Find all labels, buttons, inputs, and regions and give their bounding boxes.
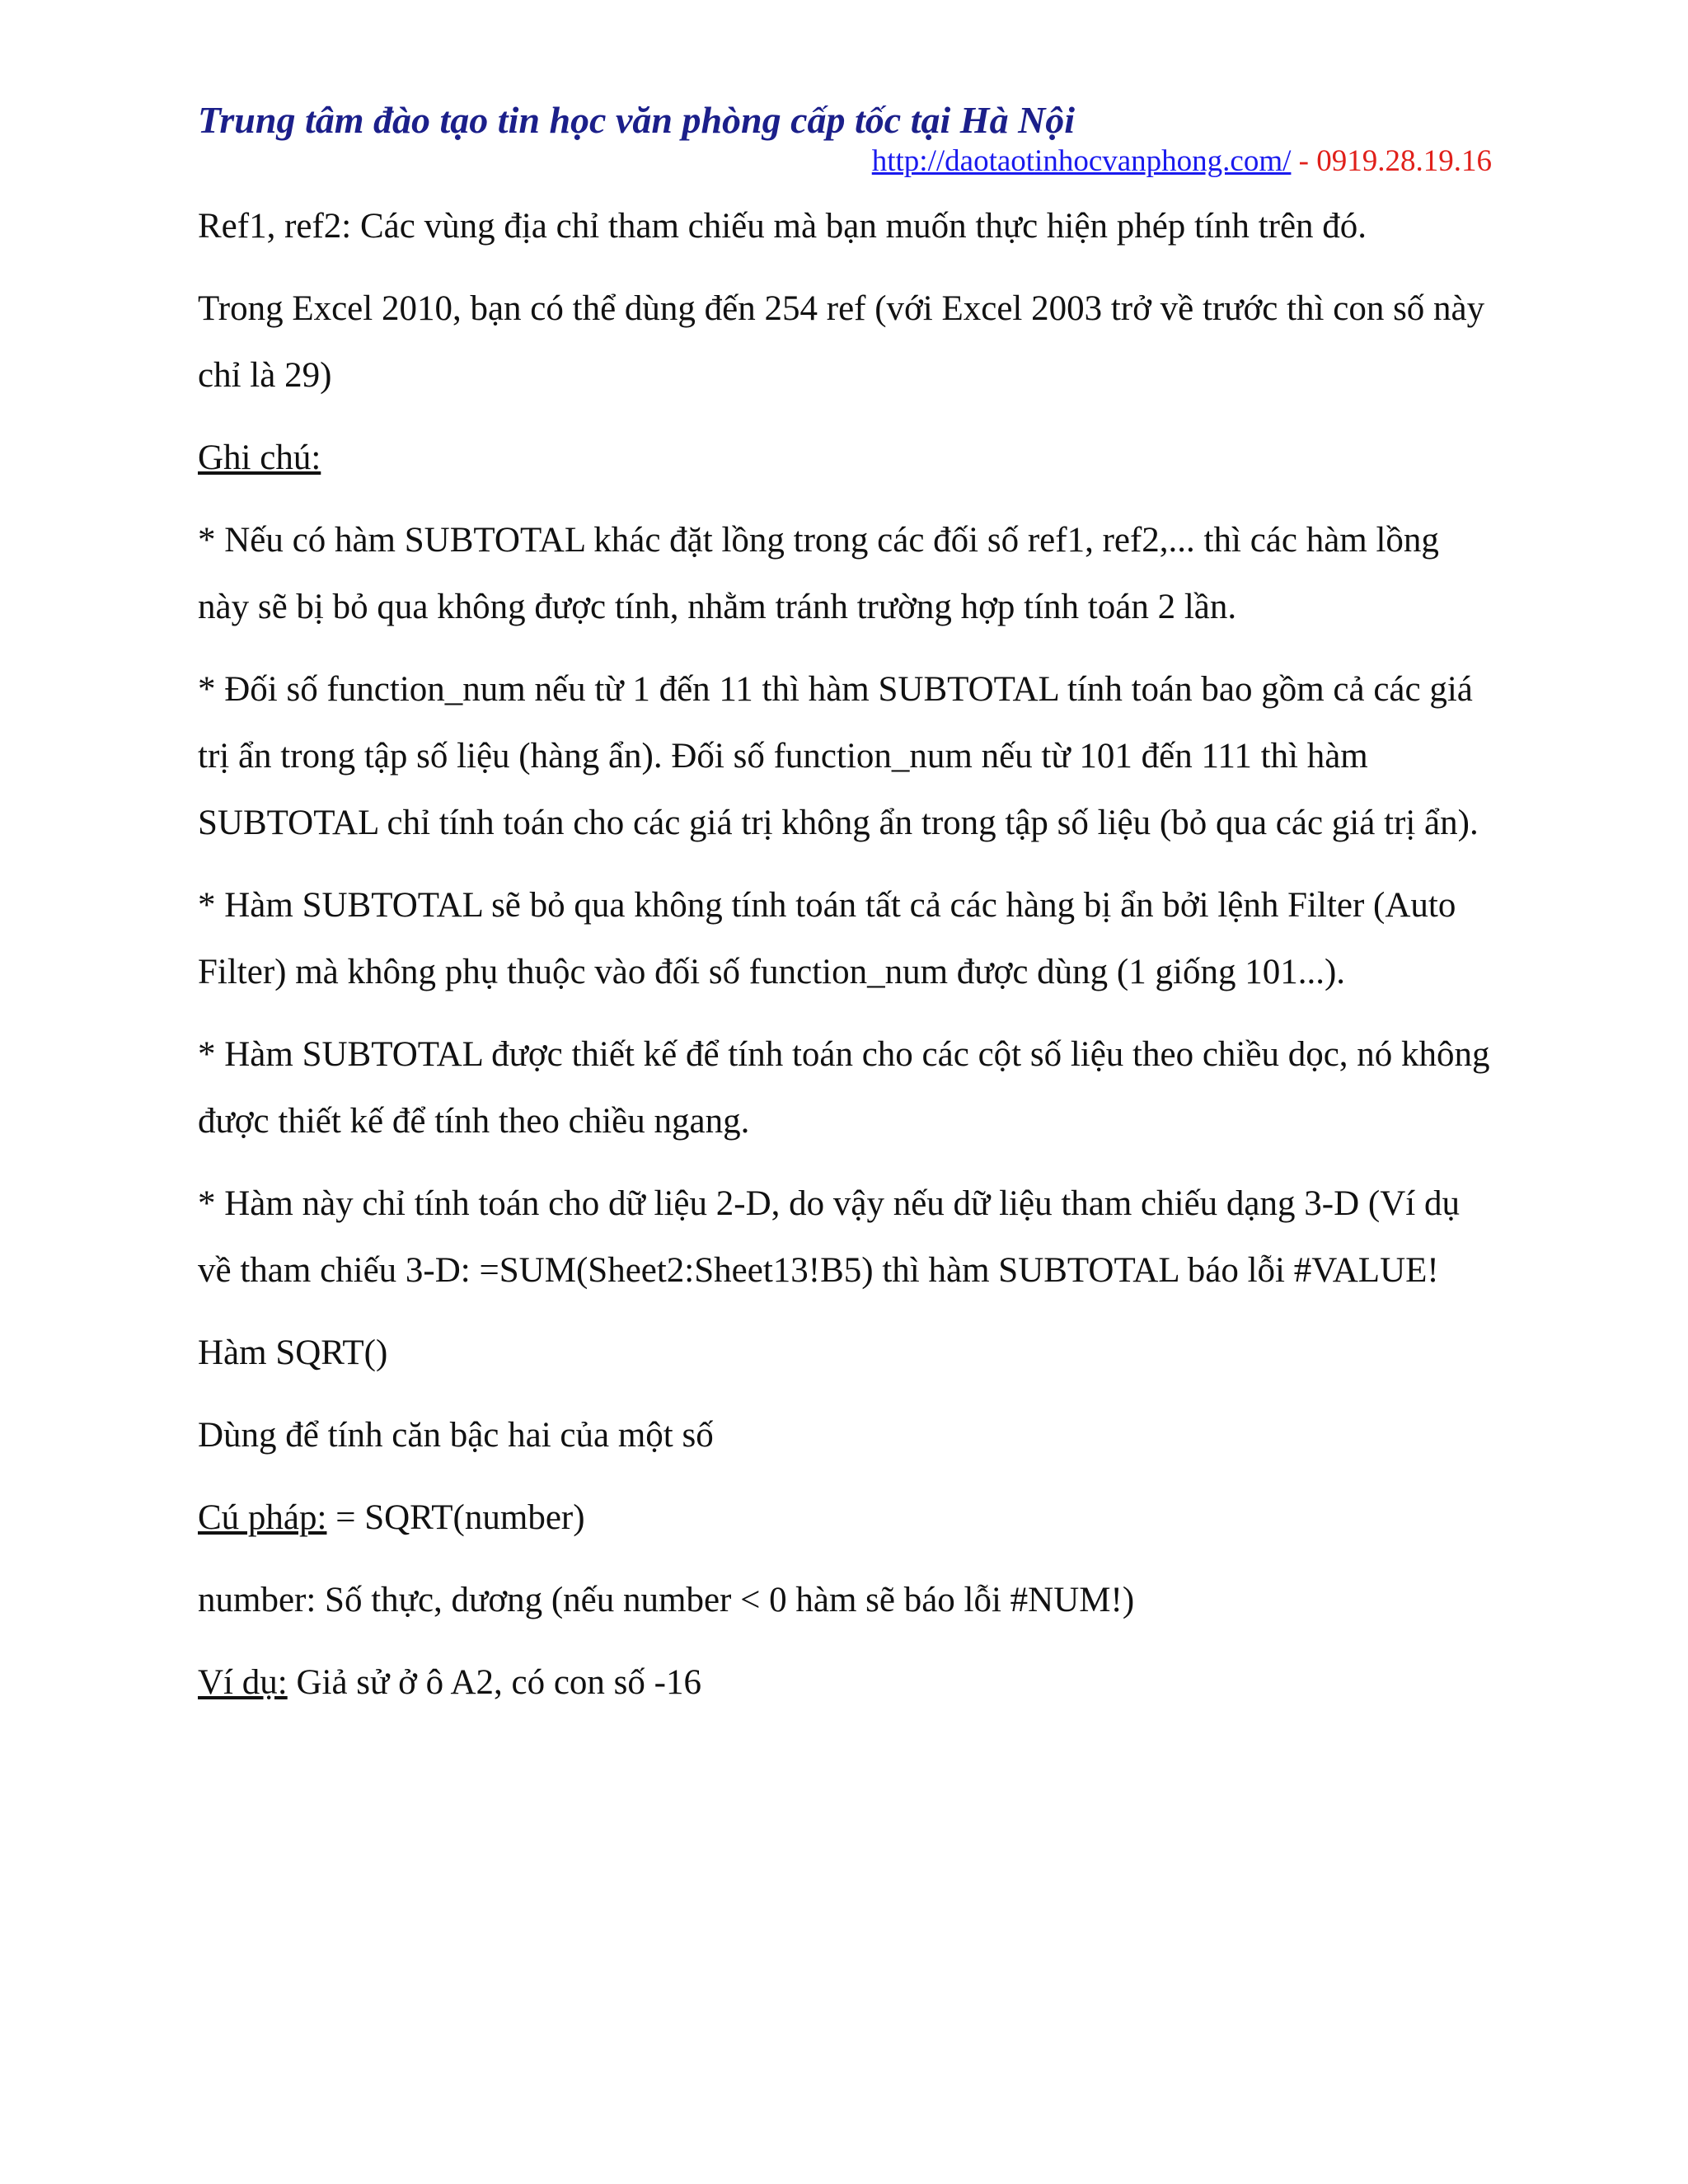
sqrt-heading: Hàm SQRT() <box>198 1333 388 1372</box>
note-vertical: * Hàm SUBTOTAL được thiết kế để tính toán cho các cột số liệu theo chiều dọc, nó không được thiết kế để tính theo chiều ngang. <box>198 1035 1490 1141</box>
paragraph-excel-version: Trong Excel 2010, bạn có thể dùng đến 254 ref (với Excel 2003 trở về trước thì con số này chỉ là 29) <box>198 289 1485 395</box>
header-title: Trung tâm đào tạo tin học văn phòng cấp tốc tại Hà Nội <box>198 99 1076 141</box>
note-3d: * Hàm này chỉ tính toán cho dữ liệu 2-D, do vậy nếu dữ liệu tham chiếu dạng 3-D (Ví dụ về tham chiếu 3-D: =SUM(Sheet2:Sheet13!B5) thì hàm SUBTOTAL báo lỗi #VALUE! <box>198 1184 1460 1290</box>
document-body <box>198 193 1492 1732</box>
sqrt-description: Dùng để tính căn bậc hai của một số <box>198 1416 714 1455</box>
syntax-line <box>198 1484 1492 1551</box>
note-function-num: * Đối số function_num nếu từ 1 đến 11 thì hàm SUBTOTAL tính toán bao gồm cả các giá trị ẩn trong tập số liệu (hàng ẩn). Đối số function_num nếu từ 101 đến 111 thì hàm SUBTOTAL chỉ tính toán cho các giá trị không ẩn trong tập số liệu (bỏ qua các giá trị ẩn). <box>198 670 1479 842</box>
example-label: Ví dụ: <box>198 1663 288 1702</box>
note-filter: * Hàm SUBTOTAL sẽ bỏ qua không tính toán tất cả các hàng bị ẩn bởi lệnh Filter (Auto Filter) mà không phụ thuộc vào đối số function_num được dùng (1 giống 101...). <box>198 886 1456 991</box>
note-nested-subtotal: * Nếu có hàm SUBTOTAL khác đặt lồng trong các đối số ref1, ref2,... thì các hàm lồng này sẽ bị bỏ qua không được tính, nhằm tránh trường hợp tính toán 2 lần. <box>198 521 1439 626</box>
header-contact <box>198 143 1492 180</box>
paragraph-ref-args: Ref1, ref2: Các vùng địa chỉ tham chiếu mà bạn muốn thực hiện phép tính trên đó. <box>198 207 1367 246</box>
page-header <box>198 97 1492 180</box>
example-line <box>198 1649 1492 1716</box>
syntax-label: Cú pháp: <box>198 1498 327 1537</box>
example-value: Giả sử ở ô A2, có con số -16 <box>287 1663 701 1702</box>
website-link[interactable]: http://daotaotinhocvanphong.com/ <box>871 144 1292 178</box>
phone-number: 0919.28.19.16 <box>1316 144 1492 178</box>
note-heading-text: Ghi chú: <box>198 438 321 477</box>
header-separator: - <box>1291 144 1317 178</box>
syntax-value: = SQRT(number) <box>326 1498 585 1537</box>
note-heading <box>198 424 1492 491</box>
number-description: number: Số thực, dương (nếu number < 0 hàm sẽ báo lỗi #NUM!) <box>198 1581 1135 1619</box>
